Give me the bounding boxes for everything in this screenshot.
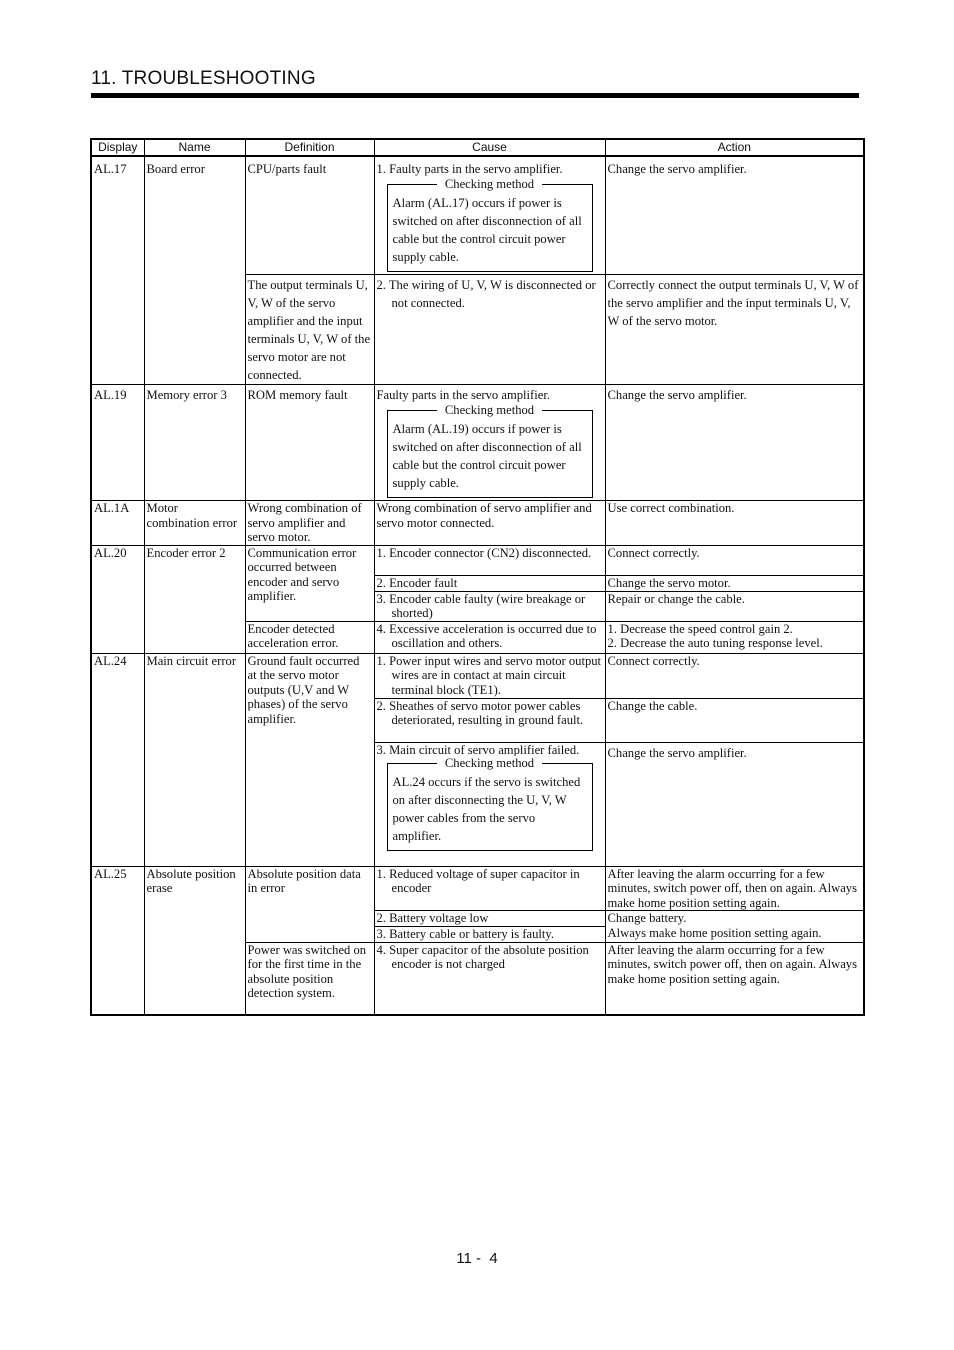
table-row <box>91 385 864 501</box>
action-cell: After leaving the alarm occurring for a few minutes, switch power off, then on again. Always make home position setting again. <box>605 866 864 911</box>
action-cell: Change the cable. <box>605 698 864 742</box>
table-header-row <box>91 139 864 156</box>
cause-cell: 2. Sheathes of servo motor power cables deteriorated, resulting in ground fault. <box>374 698 605 742</box>
header-rule <box>91 93 859 98</box>
cause-cell: Wrong combination of servo amplifier and servo motor connected. <box>374 501 605 546</box>
cause-cell: 1. Faulty parts in the servo amplifier. Checking method Alarm (AL.17) occurs if power is switched on after disconnection of all cable but the control circuit power supply cable. <box>374 156 605 275</box>
action-cell: Change the servo motor. <box>605 575 864 591</box>
col-name: Name <box>144 139 245 156</box>
table-row <box>91 545 864 575</box>
name-cell: Board error <box>144 156 245 385</box>
table-row <box>91 156 864 275</box>
name-cell: Encoder error 2 <box>144 545 245 653</box>
table-row <box>91 866 864 911</box>
action-cell: After leaving the alarm occurring for a few minutes, switch power off, then on again. Always make home position setting again. <box>605 942 864 1015</box>
action-cell: 1. Decrease the speed control gain 2. 2. Decrease the auto tuning response level. <box>605 621 864 653</box>
cause-cell: 2. The wiring of U, V, W is disconnected or not connected. <box>374 275 605 385</box>
table-row <box>91 501 864 546</box>
col-cause: Cause <box>374 139 605 156</box>
action-cell: Change battery. Always make home position setting again. <box>605 911 864 943</box>
checking-method-box: Checking method AL.24 occurs if the servo is switched on after disconnecting the U, V, W power cables from the servo amplifier. <box>387 763 593 851</box>
display-cell: AL.25 <box>91 866 144 1015</box>
action-cell: Repair or change the cable. <box>605 591 864 621</box>
definition-cell: Communication error occurred between encoder and servo amplifier. <box>245 545 374 621</box>
table-row <box>91 653 864 698</box>
action-cell: Change the servo amplifier. <box>605 742 864 866</box>
definition-cell: Power was switched on for the first time in the absolute position detection system. <box>245 942 374 1015</box>
page-number: 11 - 4 <box>456 1250 498 1267</box>
name-cell: Motor combination error <box>144 501 245 546</box>
col-display: Display <box>91 139 144 156</box>
definition-cell: ROM memory fault <box>245 385 374 501</box>
cause-cell: 2. Encoder fault <box>374 575 605 591</box>
display-cell: AL.24 <box>91 653 144 866</box>
cause-cell: 1. Power input wires and servo motor output wires are in contact at main circuit terminal block (TE1). <box>374 653 605 698</box>
cause-cell: Faulty parts in the servo amplifier. Checking method Alarm (AL.19) occurs if power is switched on after disconnection of all cable but the control circuit power supply cable. <box>374 385 605 501</box>
definition-cell: Absolute position data in error <box>245 866 374 942</box>
alarm-table <box>90 138 865 1016</box>
cause-cell: 1. Encoder connector (CN2) disconnected. <box>374 545 605 575</box>
cause-cell: 3. Encoder cable faulty (wire breakage or shorted) <box>374 591 605 621</box>
cause-cell: 1. Reduced voltage of super capacitor in encoder <box>374 866 605 911</box>
cause-cell: 2. Battery voltage low <box>374 911 605 927</box>
action-cell: Correctly connect the output terminals U, V, W of the servo amplifier and the input terminals U, V, W of the servo motor. <box>605 275 864 385</box>
cause-cell: 3. Main circuit of servo amplifier failed. Checking method AL.24 occurs if the servo is switched on after disconnecting the U, V, W power cables from the servo amplifier. <box>374 742 605 866</box>
checking-method-box: Checking method Alarm (AL.17) occurs if power is switched on after disconnection of all cable but the control circuit power supply cable. <box>387 184 593 272</box>
action-cell: Change the servo amplifier. <box>605 385 864 501</box>
name-cell: Main circuit error <box>144 653 245 866</box>
display-cell: AL.17 <box>91 156 144 385</box>
definition-cell: Ground fault occurred at the servo motor outputs (U,V and W phases) of the servo amplifier. <box>245 653 374 866</box>
cause-cell: 4. Excessive acceleration is occurred due to oscillation and others. <box>374 621 605 653</box>
definition-cell: The output terminals U, V, W of the servo amplifier and the input terminals U, V, W of the servo motor are not connected. <box>245 275 374 385</box>
display-cell: AL.19 <box>91 385 144 501</box>
name-cell: Memory error 3 <box>144 385 245 501</box>
action-cell: Use correct combination. <box>605 501 864 546</box>
definition-cell: CPU/parts fault <box>245 156 374 275</box>
definition-cell: Encoder detected acceleration error. <box>245 621 374 653</box>
checking-method-box: Checking method Alarm (AL.19) occurs if power is switched on after disconnection of all cable but the control circuit power supply cable. <box>387 410 593 498</box>
page-title: 11. TROUBLESHOOTING <box>91 68 316 89</box>
col-definition: Definition <box>245 139 374 156</box>
action-cell: Connect correctly. <box>605 545 864 575</box>
cause-cell: 3. Battery cable or battery is faulty. <box>374 926 605 942</box>
definition-cell: Wrong combination of servo amplifier and servo motor. <box>245 501 374 546</box>
display-cell: AL.20 <box>91 545 144 653</box>
display-cell: AL.1A <box>91 501 144 546</box>
action-cell: Change the servo amplifier. <box>605 156 864 275</box>
col-action: Action <box>605 139 864 156</box>
action-cell: Connect correctly. <box>605 653 864 698</box>
name-cell: Absolute position erase <box>144 866 245 1015</box>
cause-cell: 4. Super capacitor of the absolute position encoder is not charged <box>374 942 605 1015</box>
